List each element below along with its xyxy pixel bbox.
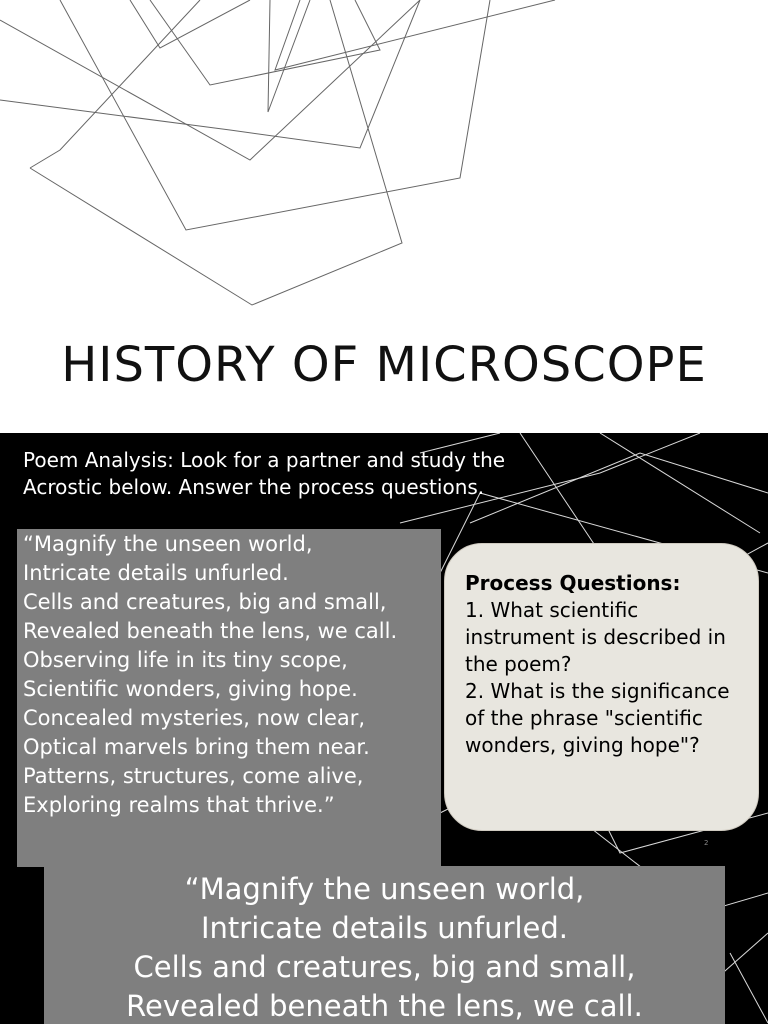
poem-line: Observing life in its tiny scope,: [23, 648, 348, 672]
poem-line: Intricate details unfurled.: [200, 911, 569, 945]
poem-line: Exploring realms that thrive.”: [23, 793, 335, 817]
poem-line: “Magnify the unseen world,: [23, 532, 313, 556]
acrostic-poem-box: [17, 529, 441, 867]
process-questions-title: Process Questions:: [465, 571, 681, 595]
poem-analysis-slide: [0, 433, 768, 1024]
poem-line: “Magnify the unseen world,: [184, 872, 585, 906]
title-slide: [0, 0, 768, 433]
poem-excerpt-box: [44, 866, 725, 1024]
process-question-item: 2. What is the significance of the phrase "scientific wonders, giving hope"?: [465, 679, 730, 757]
page-number: 2: [704, 839, 709, 847]
process-questions-box: [444, 543, 759, 831]
poem-line: Revealed beneath the lens, we call.: [23, 619, 398, 643]
poem-line: Cells and creatures, big and small,: [133, 950, 636, 984]
poem-line: Revealed beneath the lens, we call.: [126, 989, 643, 1023]
poem-line: Intricate details unfurled.: [23, 561, 289, 585]
poem-line: Patterns, structures, come alive,: [23, 764, 364, 788]
slide-title: HISTORY OF MICROSCOPE: [61, 337, 707, 393]
poem-line: Scientific wonders, giving hope.: [23, 677, 358, 701]
poem-line: Cells and creatures, big and small,: [23, 590, 387, 614]
process-question-item: 1. What scientific instrument is described in the poem?: [465, 598, 726, 676]
poem-line: Optical marvels bring them near.: [23, 735, 370, 759]
poem-line: Concealed mysteries, now clear,: [23, 706, 366, 730]
instructions-text: Poem Analysis: Look for a partner and study the Acrostic below. Answer the process questions.: [23, 448, 506, 499]
